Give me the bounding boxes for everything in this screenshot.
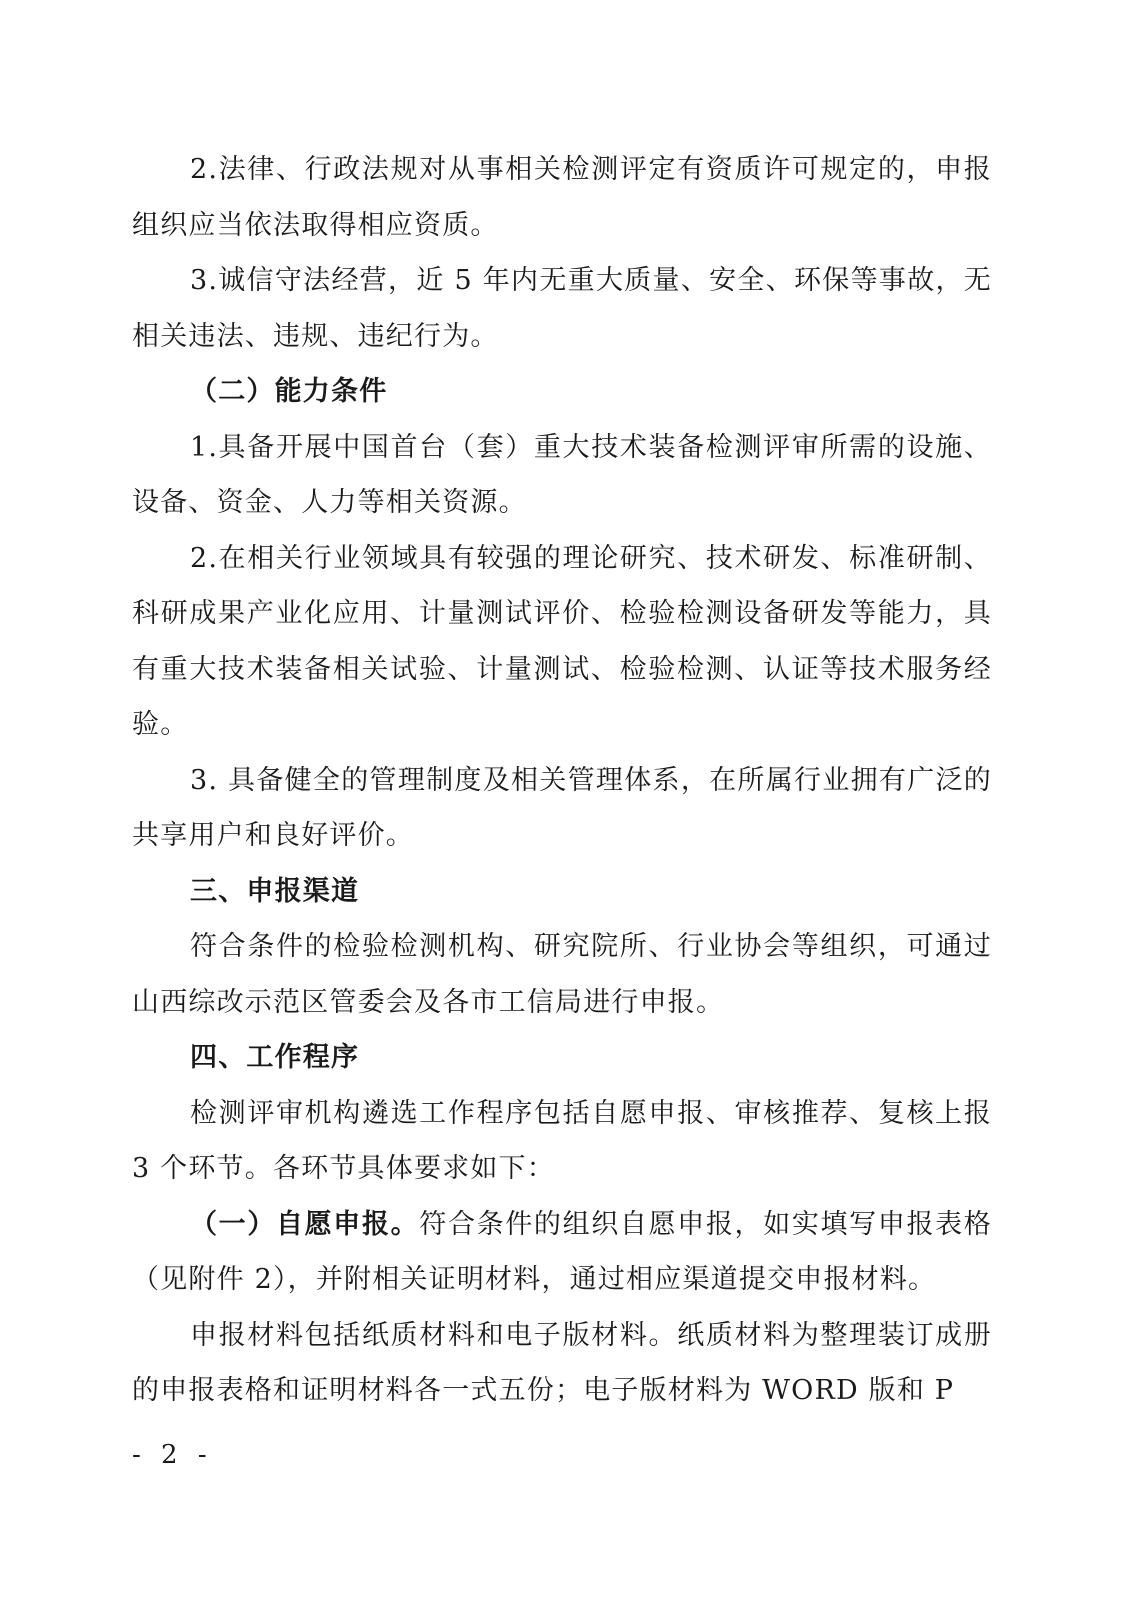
paragraph-research-capability: 2.在相关行业领域具有较强的理论研究、技术研发、标准研制、科研成果产业化应用、计量测试评价、检验检测设备研发等能力，具有重大技术装备相关试验、计量测试、检验检测、认证等技术服务经验。	[132, 542, 992, 740]
heading-application-channel: 三、申报渠道	[190, 875, 360, 907]
heading-work-procedure: 四、工作程序	[190, 1042, 360, 1073]
paragraph-integrity: 3.诚信守法经营，近 5 年内无重大质量、安全、环保等事故，无相关违法、违规、违纪行为。	[132, 265, 992, 352]
document-body	[132, 142, 992, 1419]
paragraph-voluntary-application	[132, 1197, 992, 1308]
paragraph-legal-qualification: 2.法律、行政法规对从事相关检测评定有资质许可规定的，申报组织应当依法取得相应资质。	[132, 154, 992, 241]
voluntary-application-lead: （一）自愿申报。	[190, 1208, 420, 1240]
voluntary-application-text: 符合条件的组织自愿申报，如实填写申报表格（见附件 2），并附相关证明材料，通过相应渠道提交申报材料。	[132, 1208, 992, 1295]
page-number: - 2 -	[132, 1440, 213, 1470]
paragraph-management-system: 3. 具备健全的管理制度及相关管理体系，在所属行业拥有广泛的共享用户和良好评价。	[132, 764, 992, 851]
heading-capability-conditions: （二）能力条件	[190, 376, 388, 407]
paragraph-application-materials: 申报材料包括纸质材料和电子版材料。纸质材料为整理装订成册的申报表格和证明材料各一式五份；电子版材料为 WORD 版和 P	[132, 1319, 992, 1406]
paragraph-channel-detail: 符合条件的检验检测机构、研究院所、行业协会等组织，可通过山西综改示范区管委会及各市工信局进行申报。	[132, 931, 992, 1018]
paragraph-procedure-overview: 检测评审机构遴选工作程序包括自愿申报、审核推荐、复核上报 3 个环节。各环节具体要求如下：	[132, 1097, 992, 1184]
paragraph-resources: 1.具备开展中国首台（套）重大技术装备检测评审所需的设施、设备、资金、人力等相关资源。	[132, 431, 992, 518]
